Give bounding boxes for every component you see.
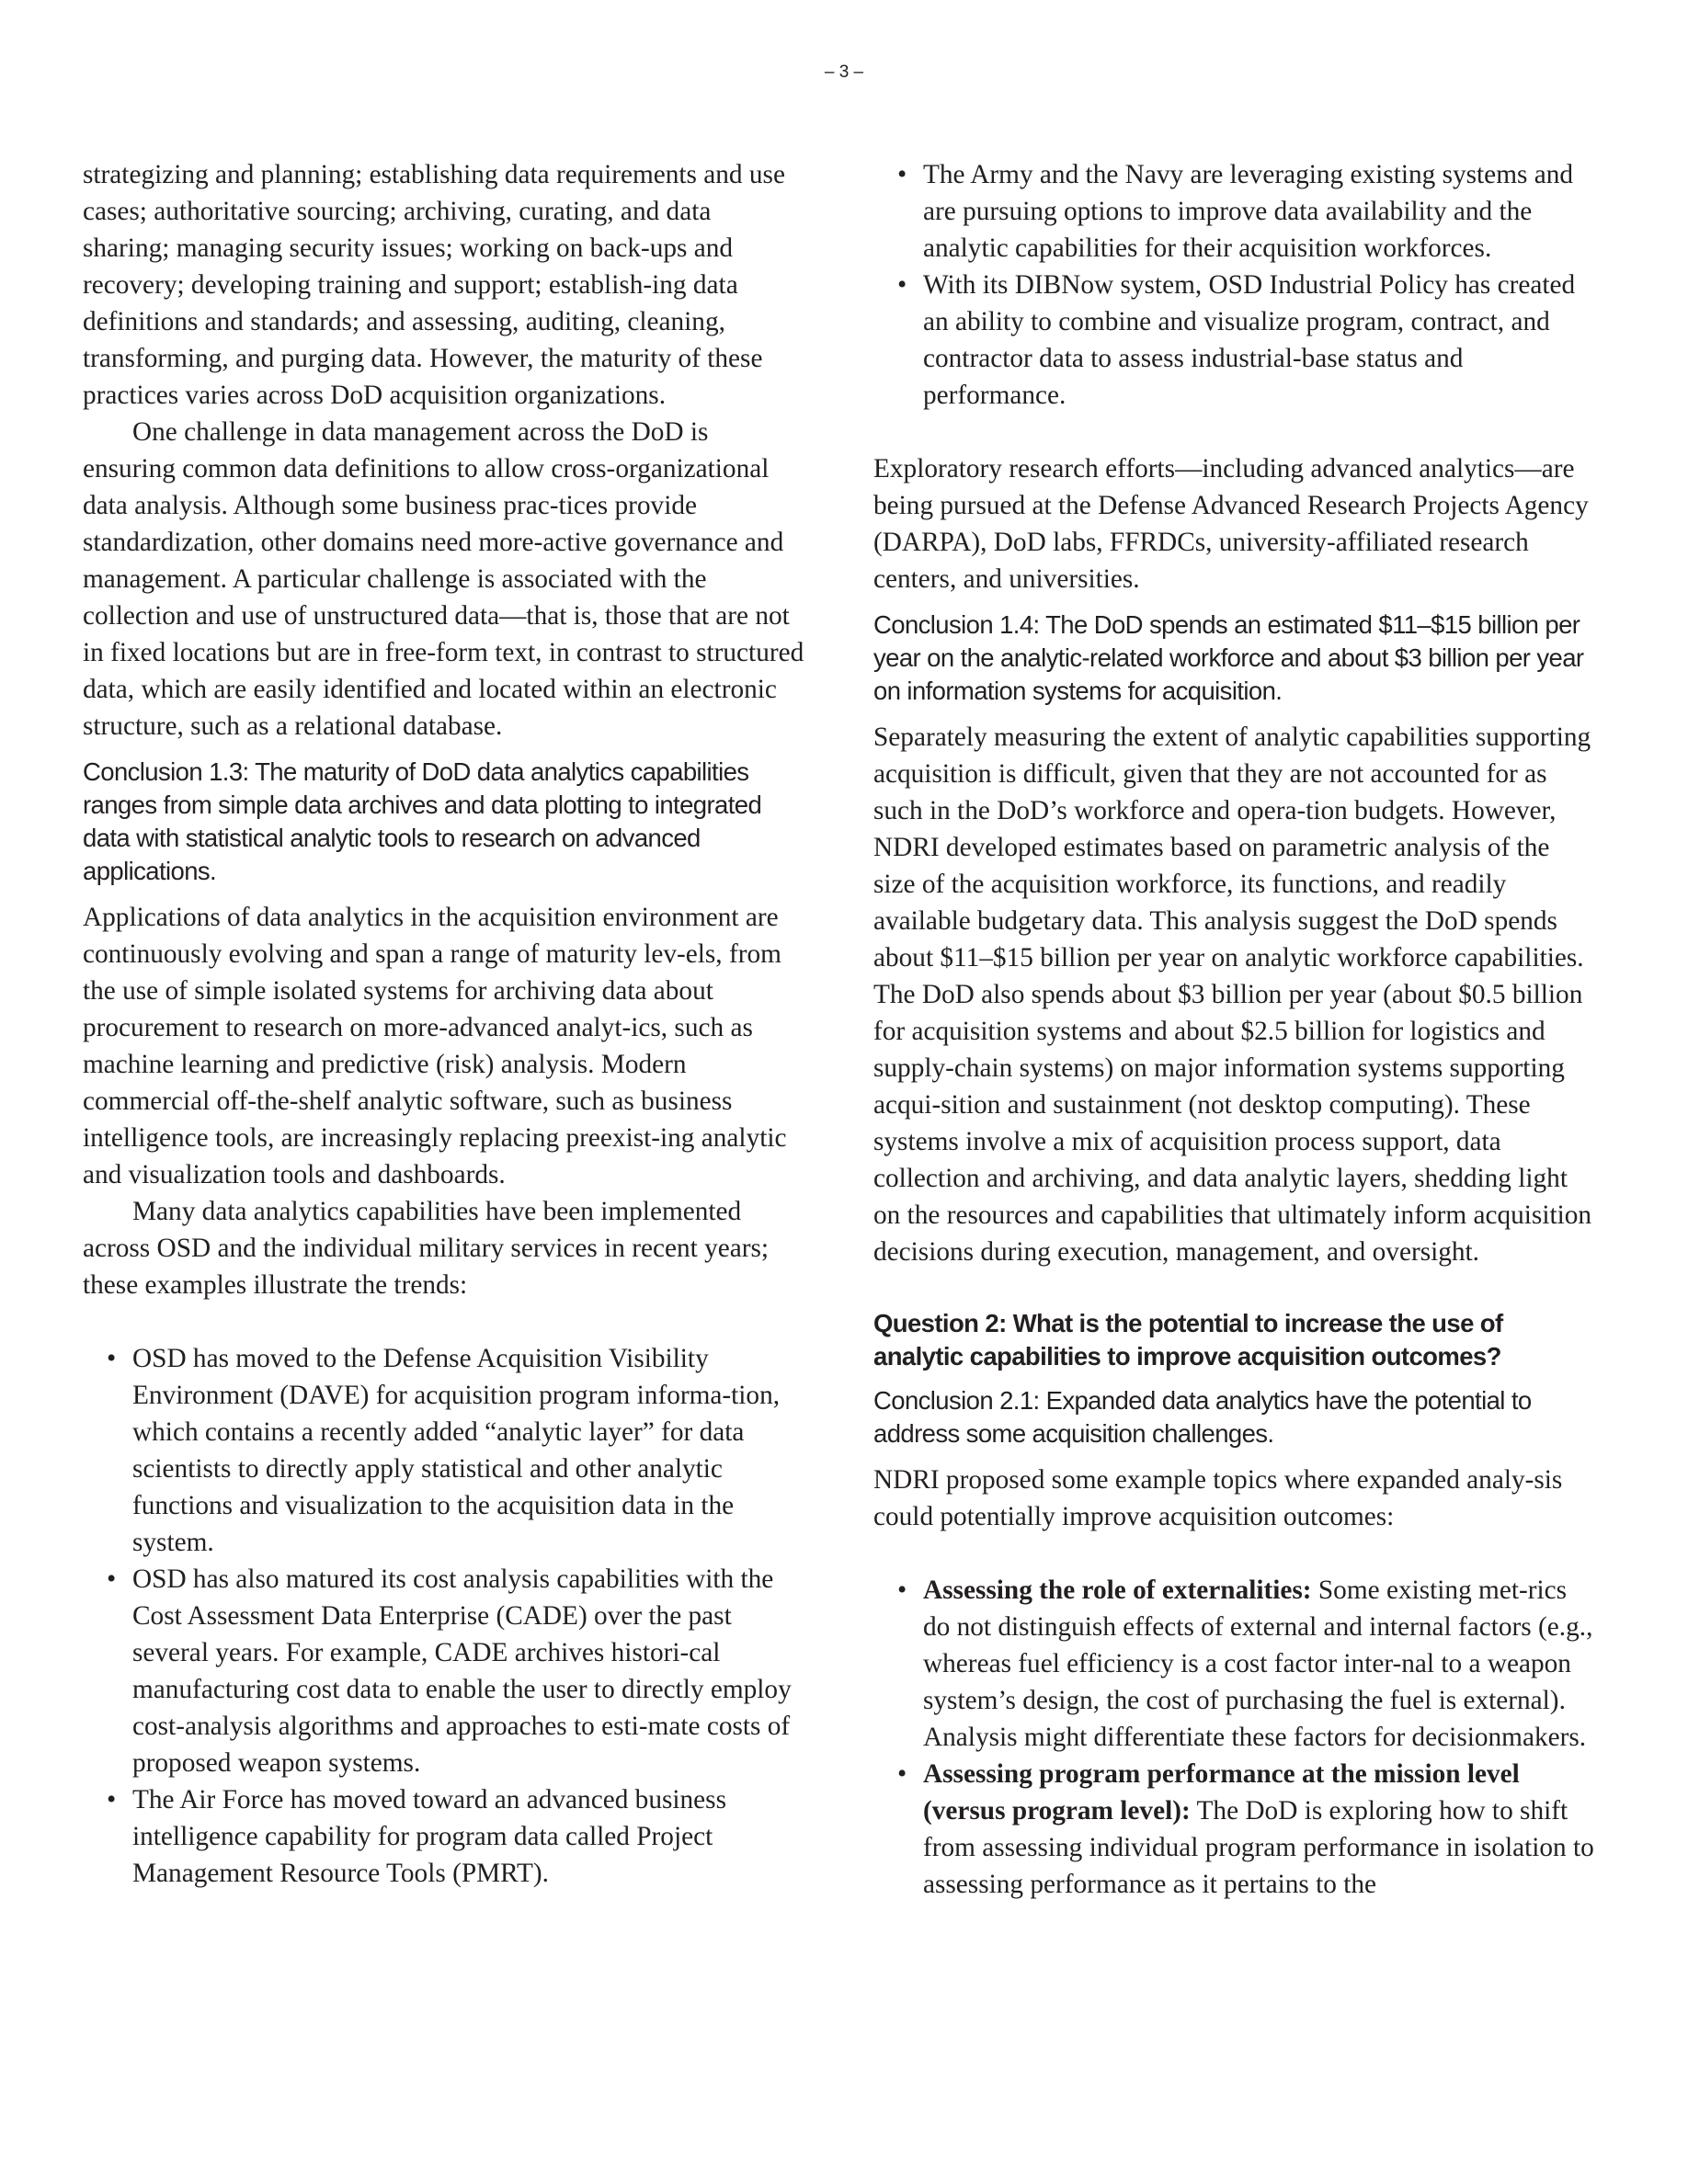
list-item-text: The Air Force has moved toward an advanced business intelligence capability for program data called Project Management Resource Tools (PMRT). [132,1785,726,1888]
bullet-list [873,1572,1595,1903]
list-item-lead: Assessing program performance at the mission level (versus program level): [923,1759,1520,1826]
list-item-text: The Army and the Navy are leveraging existing systems and are pursuing options to improve data availability and the analytic capabilities for their acquisition workforces. [923,160,1574,263]
list-item-text: OSD has also matured its cost analysis capabilities with the Cost Assessment Data Enterprise (CADE) over the past several years. For example, CADE archives histori-cal manufacturing cost data to enable the user to directly employ cost-analysis algorithms and approaches to esti-mate costs of proposed weapon systems. [132,1564,792,1778]
list-item-text: Some existing met-rics do not distinguish effects of external and internal factors (e.g., whereas fuel efficiency is a cost factor inter-nal to a weapon system’s design, the cost of purchasing the fuel is external). Analysis might differentiate these factors for decisionmakers. [923,1575,1593,1752]
bullet-icon: • [897,270,907,300]
conclusion-heading: Conclusion 2.1: Expanded data analytics have the potential to address some acquisition challenges. [873,1386,1532,1448]
list-item [83,1561,804,1781]
list-item-text: The DoD is exploring how to shift from assessing individual program performance in isolation to assessing performance as it pertains to the [923,1796,1594,1899]
conclusion-heading: Conclusion 1.3: The maturity of DoD data analytics capabilities ranges from simple data archives and data plotting to integrated data with statistical analytic tools to research on advanced applications. [83,757,762,885]
bullet-icon: • [107,1785,117,1814]
page-number: – 3 – [824,63,864,82]
list-item [873,267,1595,414]
list-item [83,1781,804,1892]
paragraph: Applications of data analytics in the acquisition environment are continuously evolving and span a range of maturity lev-els, from the use of simple isolated systems for archiving data about procurement to research on more-advanced analyt-ics, such as machine learning and predictive (risk) analysis. Modern commercial off-the-shelf analytic software, such as business intelligence tools, are increasingly replacing preexist-ing analytic and visualization tools and dashboards. [83,903,787,1189]
bullet-icon: • [897,160,907,189]
paragraph: strategizing and planning; establishing data requirements and use cases; authoritative sourcing; archiving, curating, and data sharing; managing security issues; working on back-ups and recovery; developing training and support; establish-ing data definitions and standards; and assessing, auditing, cleaning, transforming, and purging data. However, the maturity of these practices varies across DoD acquisition organizations. [83,160,785,410]
conclusion-heading: Conclusion 1.4: The DoD spends an estimated $11–$15 billion per year on the analytic-related workforce and about $3 billion per year on information systems for acquisition. [873,610,1584,705]
list-item-text: OSD has moved to the Defense Acquisition Visibility Environment (DAVE) for acquisition program informa-tion, which contains a recently added “analytic layer” for data scientists to directly apply statistical and other analytic functions and visualization to the acquisition data in the system. [132,1344,781,1557]
paragraph: Many data analytics capabilities have been implemented across OSD and the individual military services in recent years; these examples illustrate the trends: [83,1197,770,1300]
bullet-icon: • [897,1575,907,1605]
bullet-icon: • [107,1564,117,1594]
list-item [873,156,1595,267]
paragraph: Separately measuring the extent of analytic capabilities supporting acquisition is difficult, given that they are not accounted for as such in the DoD’s workforce and opera-tion budgets. However, NDRI developed estimates based on parametric analysis of the size of the acquisition workforce, its functions, and readily available budgetary data. This analysis suggest the DoD spends about $11–$15 billion per year on analytic workforce capabilities. The DoD also spends about $3 billion per year (about $0.5 billion for acquisition systems and about $2.5 billion for logistics and supply-chain systems) on major information systems supporting acqui-sition and sustainment (not desktop computing). These systems involve a mix of acquisition process support, data collection and archiving, and data analytic layers, shedding light on the resources and capabilities that ultimately inform acquisition decisions during execution, management, and oversight. [873,722,1592,1267]
paragraph: Exploratory research efforts—including advanced analytics—are being pursued at the Defense Advanced Research Projects Agency (DARPA), DoD labs, FFRDCs, university-affiliated research centers, and universities. [873,454,1589,594]
list-item [873,1572,1595,1756]
list-item-lead: Assessing the role of externalities: [923,1575,1312,1605]
list-item-text: With its DIBNow system, OSD Industrial Policy has created an ability to combine and visualize program, contract, and contractor data to assess industrial-base status and performance. [923,270,1576,410]
paragraph: One challenge in data management across the DoD is ensuring common data definitions to allow cross-organizational data analysis. Although some business prac-tices provide standardization, other domains need more-active governance and management. A particular challenge is associated with the collection and use of unstructured data—that is, those that are not in fixed locations but are in free-form text, in contrast to structured data, which are easily identified and located within an electronic structure, such as a relational database. [83,417,804,741]
bullet-icon: • [897,1759,907,1789]
bullet-list [873,156,1595,414]
question-heading: Question 2: What is the potential to increase the use of analytic capabilities to improve acquisition outcomes? [873,1309,1503,1371]
paragraph: NDRI proposed some example topics where expanded analy-sis could potentially improve acquisition outcomes: [873,1465,1563,1531]
left-column [83,156,804,1892]
bullet-icon: • [107,1344,117,1373]
right-column [873,156,1595,1903]
bullet-list [83,1340,804,1892]
list-item [873,1756,1595,1903]
list-item [83,1340,804,1561]
